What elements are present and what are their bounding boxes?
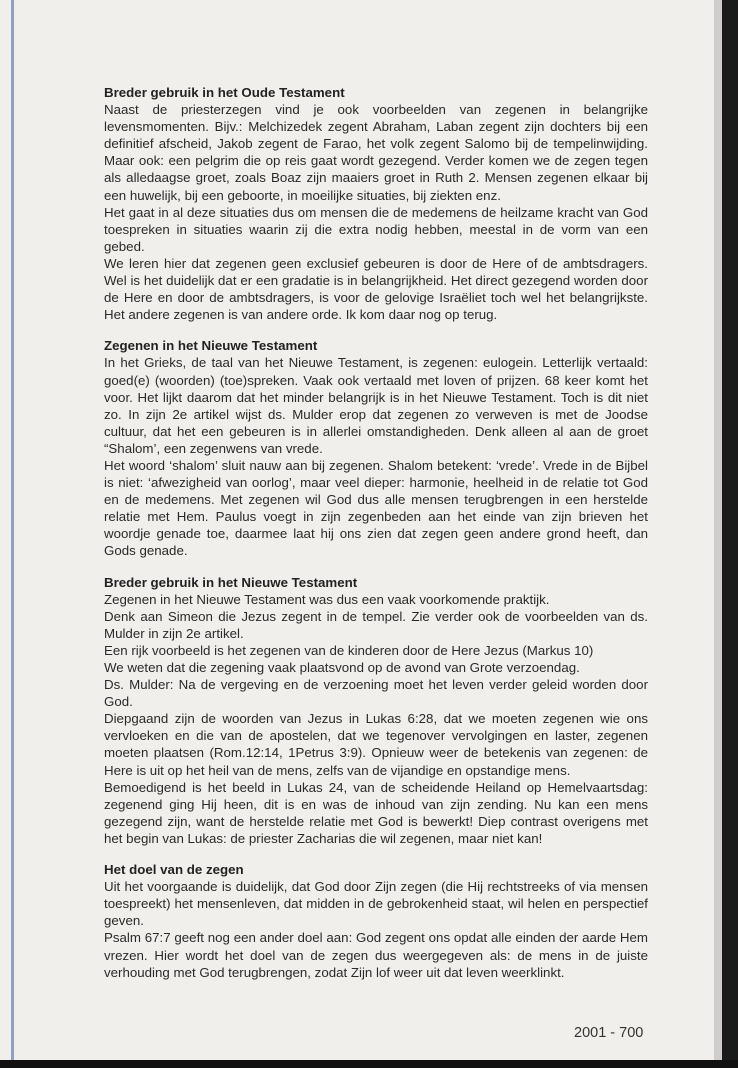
paragraph: Denk aan Simeon die Jezus zegent in de tempel. Zie verder ook de voorbeelden van ds. Mulder in zijn 2e artikel. (104, 608, 648, 641)
page-edge (714, 0, 722, 1060)
article-body (104, 84, 648, 995)
paragraph: We leren hier dat zegenen geen exclusief gebeuren is door de Here of de ambtsdragers. Wel is het duidelijk dat er een gradatie is in belangrijkheid. Het direct gezegend worden door de Here en door de ambtsdragers, is voor de gelovige Israëliet toch wel het belangrijkste. Het andere zegenen is van andere orde. Ik kom daar nog op terug. (104, 255, 648, 323)
paragraph: Bemoedigend is het beeld in Lukas 24, van de scheidende Heiland op Hemelvaartsdag: zegenend ging Hij heen, dit is en was de inhoud van zijn zending. Nu kan een mens gezegend zijn, want de herstelde relatie met God is bewerkt! Diep contrast overigens met het begin van Lukas: de priester Zacharias die wil zegenen, maar niet kan! (104, 779, 648, 846)
paragraph: Psalm 67:7 geeft nog een ander doel aan: God zegent ons opdat alle einden der aarde Hem vrezen. Hier wordt het doel van de zegen dus weergegeven als: de mens in de juiste verhouding met God terugbrengen, zodat Zijn lof weer uit dat leven weerklinkt. (104, 930, 648, 980)
paragraph: Uit het voorgaande is duidelijk, dat God door Zijn zegen (die Hij rechtstreeks of via mensen toespreekt) het mensenleven, dat midden in de gebrokenheid staat, wil helen en perspectief geven. (104, 879, 648, 929)
section-heading: Het doel van de zegen (104, 862, 244, 878)
paragraph: We weten dat die zegening vaak plaatsvond op de avond van Grote verzoendag. (104, 660, 580, 675)
scan-edge-right (722, 0, 738, 1068)
section-blessing-nt (104, 337, 648, 559)
paragraph: Diepgaand zijn de woorden van Jezus in Lukas 6:28, dat we moeten zegenen wie ons vervloeken en die van de apostelen, dat we tegenover vervolgingen en laster, zegenen moeten plaatsen (Rom.12:14, 1Petrus 3:9). Opnieuw weer de betekenis van zegenen: de Here is uit op het heil van de mens, zelfs van de vijandige en opstandige mens. (104, 711, 648, 778)
page-number: 2001 - 700 (574, 1025, 644, 1041)
paragraph: Het gaat in al deze situaties dus om mensen die de medemens de heilzame kracht van God toespreken in situaties waarin zij die extra nodig hebben, meestal in de vorm van een gebed. (104, 204, 648, 254)
paragraph: Het woord ‘shalom’ sluit nauw aan bij zegenen. Shalom betekent: ‘vrede’. Vrede in de Bijbel is niet: ‘afwezigheid van oorlog’, maar veel dieper: harmonie, heelheid in de relatie tot God en de medemens. Met zegenen wil God dus alle mensen terugbrengen in een herstelde relatie met Hem. Paulus voegt in zijn zegenbeden aan het einde van zijn brieven het woordje genade toe, daarmee laat hij ons zien dat zegen geen andere grond heeft, dan Gods genade. (104, 457, 648, 559)
paragraph: Naast de priesterzegen vind je ook voorbeelden van zegenen in belangrijke levensmomenten. Bijv.: Melchizedek zegent Abraham, Laban zegent zijn dochters bij een definitief afscheid, Jakob zegent de Farao, het volk zegent Salomo bij de tempelinwijding. Maar ook: een pelgrim die op reis gaat wordt gezegend. Verder komen we de zegen tegen als alledaagse groet, zoals Boaz zijn maaiers groet in Ruth 2. Mensen zegenen elkaar bij een huwelijk, bij een geboorte, in moeilijke situaties, bij ziekten enz. (104, 102, 648, 203)
paragraph: In het Grieks, de taal van het Nieuwe Testament, is zegenen: eulogein. Letterlijk vertaald: goed(e) (woorden) (toe)spreken. Vaak ook vertaald met loven of prijzen. 68 keer komt het voor. Het lijkt daarom dat het minder belangrijk is in het Nieuwe Testament. Toch is dit niet zo. In zijn 2e artikel wijst ds. Mulder erop dat zegenen zo verweven is met de Joodse cultuur, dat het een gebeuren is in allerlei omstandigheden. Denk alleen al aan de groet “Shalom’, een zegenwens van vrede. (104, 355, 648, 456)
paragraph: Ds. Mulder: Na de vergeving en de verzoening moet het leven verder geleid worden door God. (104, 677, 648, 710)
paragraph: Zegenen in het Nieuwe Testament was dus een vaak voorkomende praktijk. (104, 591, 550, 607)
scan-edge-bottom (0, 1060, 738, 1068)
paragraph: Een rijk voorbeeld is het zegenen van de kinderen door de Here Jezus (Markus 10) (104, 642, 594, 658)
section-ot-broader-use (104, 84, 648, 323)
section-heading: Zegenen in het Nieuwe Testament (104, 338, 318, 354)
section-heading: Breder gebruik in het Nieuwe Testament (104, 574, 358, 590)
section-heading: Breder gebruik in het Oude Testament (104, 85, 345, 100)
left-margin-rule (11, 0, 14, 1060)
section-purpose-of-blessing (104, 861, 648, 981)
section-nt-broader-use (104, 574, 648, 848)
